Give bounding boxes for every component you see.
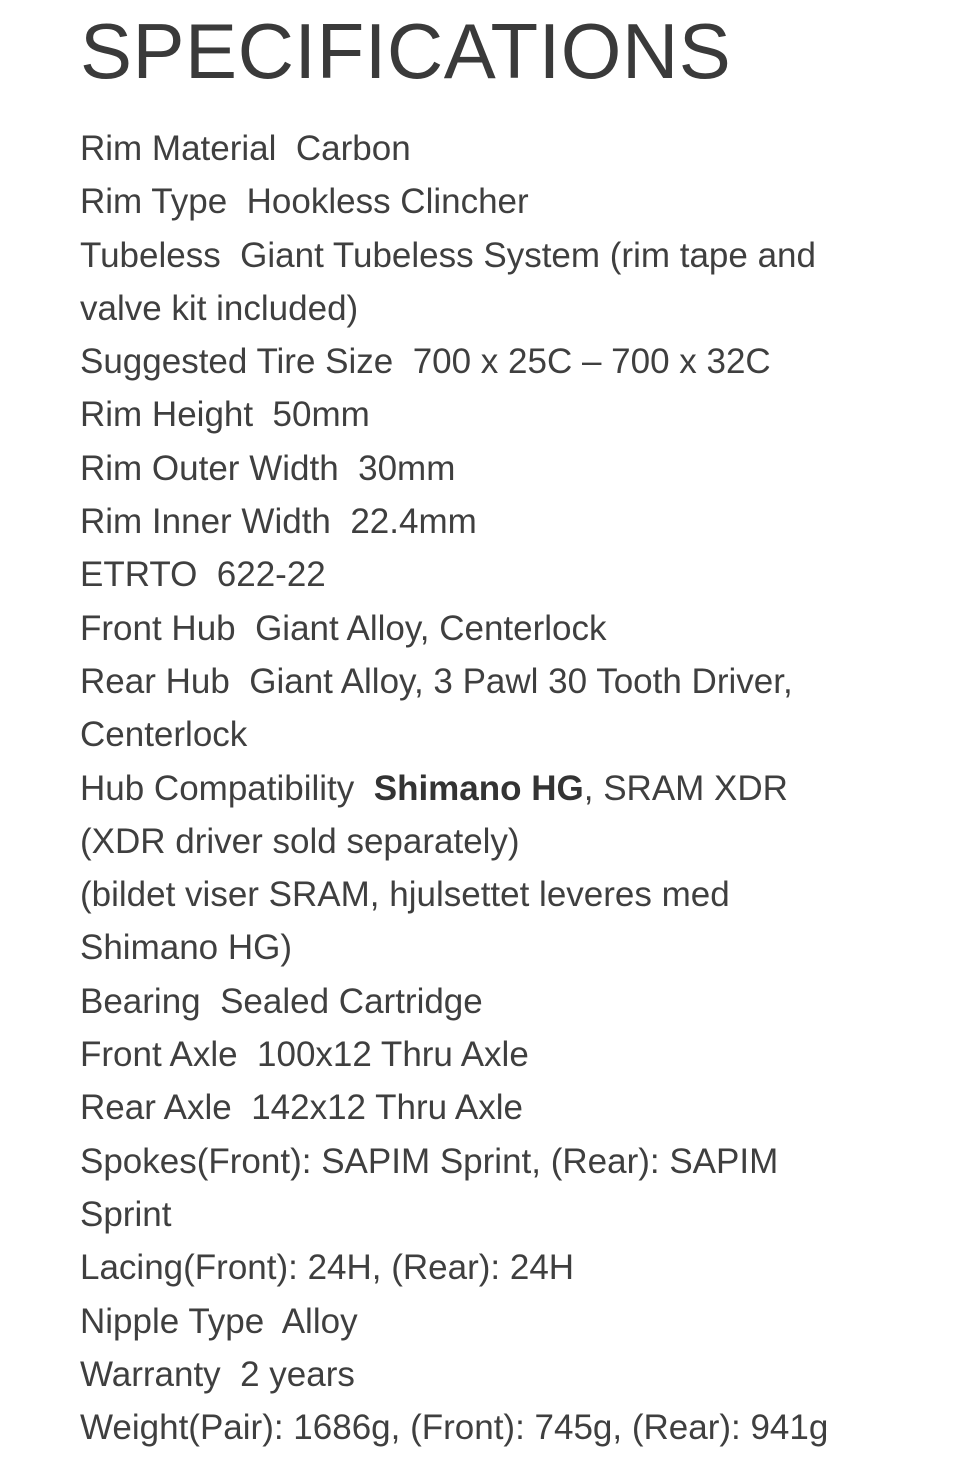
spec-line-weight: Weight(Pair): 1686g, (Front): 745g, (Rear): 941g	[80, 1408, 829, 1448]
spec-line-rear-hub-cont: Centerlock	[80, 715, 248, 755]
spec-line-lacing: Lacing(Front): 24H, (Rear): 24H	[80, 1248, 575, 1288]
spec-line-nipple-type: Nipple Type Alloy	[80, 1301, 358, 1341]
spec-line-rear-hub: Rear Hub Giant Alloy, 3 Pawl 30 Tooth Driver,	[80, 661, 793, 701]
spec-line-front-axle: Front Axle 100x12 Thru Axle	[80, 1035, 529, 1075]
spec-line-rim-type: Rim Type Hookless Clincher	[80, 182, 529, 222]
spec-line-rim-material: Rim Material Carbon	[80, 129, 411, 168]
spec-line-image-note-cont: Shimano HG)	[80, 928, 293, 968]
page-title: SPECIFICATIONS	[80, 7, 732, 95]
spec-line-tubeless-cont: valve kit included)	[80, 288, 359, 328]
spec-line-rim-inner-width: Rim Inner Width 22.4mm	[80, 502, 477, 542]
spec-line-tire-size: Suggested Tire Size 700 x 25C – 700 x 32C	[80, 342, 771, 382]
hub-compat-bold: Shimano HG	[373, 768, 584, 808]
hub-compat-label: Hub Compatibility	[80, 768, 374, 808]
spec-line-bearing: Bearing Sealed Cartridge	[80, 981, 483, 1021]
spec-line-rim-outer-width: Rim Outer Width 30mm	[80, 448, 456, 488]
spec-line-rim-height: Rim Height 50mm	[80, 395, 370, 435]
spec-line-front-hub: Front Hub Giant Alloy, Centerlock	[80, 608, 607, 648]
spec-line-warranty: Warranty 2 years	[80, 1354, 355, 1394]
spec-line-spokes-cont: Sprint	[80, 1194, 172, 1234]
spec-line-tubeless: Tubeless Giant Tubeless System (rim tape and	[80, 235, 816, 275]
spec-line-hub-compatibility	[80, 762, 920, 815]
spec-list	[80, 122, 920, 1454]
hub-compat-rest: , SRAM XDR	[583, 768, 788, 808]
spec-line-etrto: ETRTO 622-22	[80, 555, 326, 595]
spec-line-spokes: Spokes(Front): SAPIM Sprint, (Rear): SAPIM	[80, 1141, 779, 1181]
spec-line-image-note: (bildet viser SRAM, hjulsettet leveres med	[80, 875, 730, 915]
spec-line-rear-axle: Rear Axle 142x12 Thru Axle	[80, 1088, 523, 1128]
spec-line-xdr-note: (XDR driver sold separately)	[80, 821, 520, 861]
